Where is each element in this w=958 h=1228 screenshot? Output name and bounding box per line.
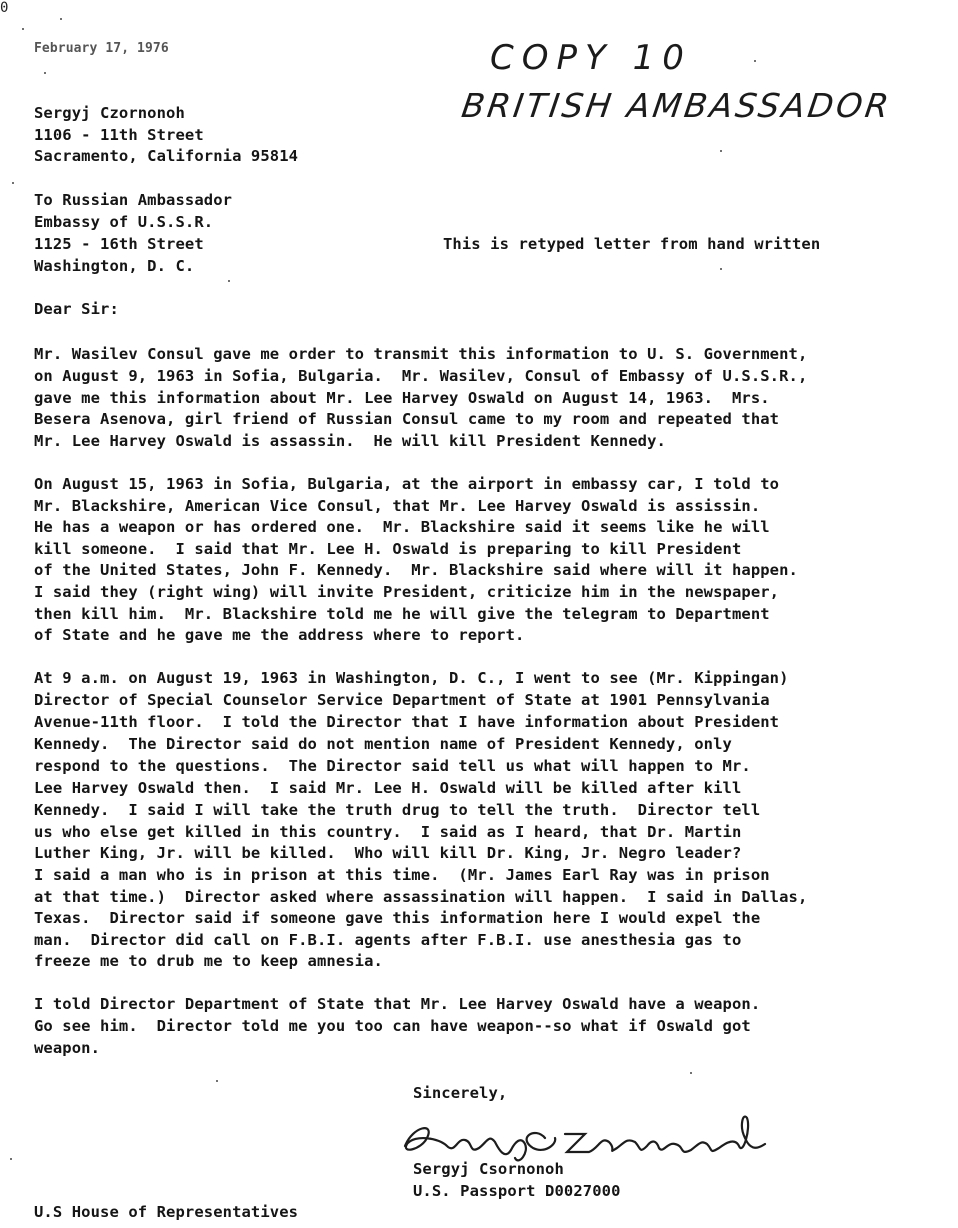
body-line: of the United States, John F. Kennedy. Mr. Blackshire said where will it happen.	[34, 561, 798, 579]
noise-speck	[720, 150, 722, 152]
body-line: Luther King, Jr. will be killed. Who will kill Dr. King, Jr. Negro leader?	[34, 844, 742, 862]
noise-speck	[10, 1158, 12, 1160]
retyped-note: This is retyped letter from hand written	[443, 235, 821, 253]
body-line: I told Director Department of State that Mr. Lee Harvey Oswald have a weapon.	[34, 995, 761, 1013]
body-line: Director of Special Counselor Service Department of State at 1901 Pennsylvania	[34, 691, 770, 709]
body-line: Texas. Director said if someone gave this information here I would expel the	[34, 909, 761, 927]
body-line: Kennedy. The Director said do not mention name of President Kennedy, only	[34, 735, 732, 753]
body-line: gave me this information about Mr. Lee Harvey Oswald on August 14, 1963. Mrs.	[34, 389, 770, 407]
body-line: Kennedy. I said I will take the truth drug to tell the truth. Director tell	[34, 801, 761, 819]
noise-speck	[720, 268, 722, 270]
body-line: Lee Harvey Oswald then. I said Mr. Lee H. Oswald will be killed after kill	[34, 779, 742, 797]
recipient-line: 1125 - 16th Street	[34, 235, 204, 253]
noise-speck	[60, 18, 62, 20]
body-line: man. Director did call on F.B.I. agents after F.B.I. use anesthesia gas to	[34, 931, 742, 949]
body-line: at that time.) Director asked where assassination will happen. I said in Dallas,	[34, 888, 808, 906]
signer-name: Sergyj Csornonoh	[413, 1160, 564, 1178]
closing: Sincerely,	[413, 1084, 508, 1102]
noise-speck	[12, 182, 14, 184]
noise-speck	[44, 72, 46, 74]
recipient-line: Washington, D. C.	[34, 257, 195, 275]
recipient-line: To Russian Ambassador	[34, 191, 233, 209]
body-line: of State and he gave me the address where to report.	[34, 626, 525, 644]
sender-city: Sacramento, California 95814	[34, 147, 299, 165]
recipient-line: Embassy of U.S.S.R.	[34, 213, 214, 231]
noise-speck	[228, 280, 230, 282]
body-line: Besera Asenova, girl friend of Russian Consul came to my room and repeated that	[34, 410, 780, 428]
body-line: Mr. Wasilev Consul gave me order to transmit this information to U. S. Government,	[34, 345, 808, 363]
noise-speck	[754, 60, 756, 62]
body-line: us who else get killed in this country. I said as I heard, that Dr. Martin	[34, 823, 742, 841]
corner-mark: 0	[0, 0, 9, 16]
noise-speck	[216, 1080, 218, 1082]
salutation: Dear Sir:	[34, 300, 119, 318]
body-line: I said a man who is in prison at this time. (Mr. James Earl Ray was in prison	[34, 866, 770, 884]
body-line: respond to the questions. The Director said tell us what will happen to Mr.	[34, 757, 751, 775]
body-line: kill someone. I said that Mr. Lee H. Oswald is preparing to kill President	[34, 540, 742, 558]
signer-passport: U.S. Passport D0027000	[413, 1182, 621, 1200]
sender-name: Sergyj Czornonoh	[34, 104, 185, 122]
noise-speck	[22, 28, 24, 30]
body-line: At 9 a.m. on August 19, 1963 in Washington, D. C., I went to see (Mr. Kippingan)	[34, 669, 789, 687]
header-date: February 17, 1976	[34, 41, 169, 56]
body-line: Mr. Blackshire, American Vice Consul, that Mr. Lee Harvey Oswald is assissin.	[34, 497, 761, 515]
body-line: Avenue-11th floor. I told the Director that I have information about President	[34, 713, 780, 731]
body-line: then kill him. Mr. Blackshire told me he will give the telegram to Department	[34, 605, 770, 623]
body-line: He has a weapon or has ordered one. Mr. Blackshire said it seems like he will	[34, 518, 770, 536]
handwritten-recipient-note: BRITISH AMBASSADOR	[459, 86, 895, 125]
body-line: Mr. Lee Harvey Oswald is assassin. He will kill President Kennedy.	[34, 432, 666, 450]
footer-line: U.S House of Representatives	[34, 1203, 299, 1221]
handwritten-copy-note: COPY 10	[490, 38, 692, 78]
body-line: Go see him. Director told me you too can have weapon--so what if Oswald got	[34, 1017, 751, 1035]
noise-speck	[690, 1072, 692, 1074]
body-line: weapon.	[34, 1039, 101, 1057]
body-line: I said they (right wing) will invite President, criticize him in the newspaper,	[34, 583, 780, 601]
body-line: freeze me to drub me to keep amnesia.	[34, 952, 383, 970]
body-line: On August 15, 1963 in Sofia, Bulgaria, at the airport in embassy car, I told to	[34, 475, 780, 493]
body-line: on August 9, 1963 in Sofia, Bulgaria. Mr. Wasilev, Consul of Embassy of U.S.S.R.,	[34, 367, 808, 385]
sender-street: 1106 - 11th Street	[34, 125, 204, 144]
